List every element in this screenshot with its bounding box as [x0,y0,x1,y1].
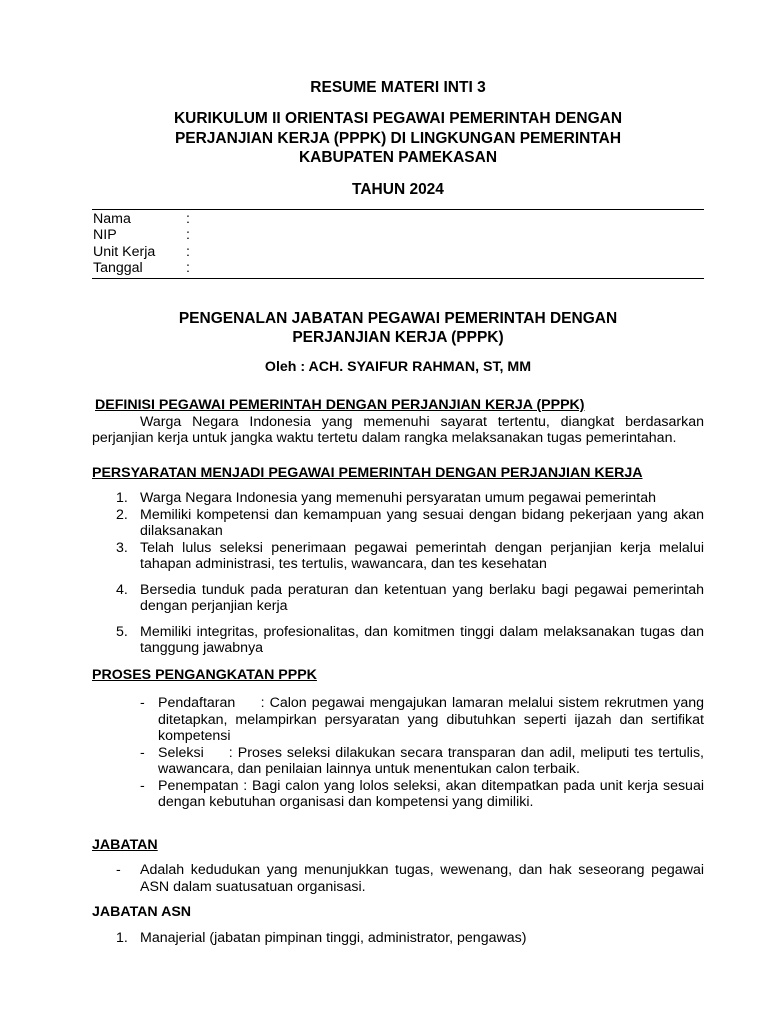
subtitle-line-1: KURIKULUM II ORIENTASI PEGAWAI PEMERINTAH DENGAN [173,110,623,127]
definisi-section [92,397,704,447]
identity-label: Nama [93,210,131,227]
persyaratan-heading: PERSYARATAN MENJADI PEGAWAI PEMERINTAH DENGAN PERJANJIAN KERJA [92,464,643,481]
section-title [92,309,704,348]
list-item-text: Pendaftaran : Calon pegawai mengajukan lamaran melalui sistem rekrutmen yang ditetapkan, melampirkan persyaratan yang dibutuhkan seperti ijazah dan sertifikat kompetensi [158,695,704,744]
list-item-text: Warga Negara Indonesia yang memenuhi persyaratan umum pegawai pemerintah [140,490,657,506]
list-item-text: Seleksi : Proses seleksi dilakukan secara transparan dan adil, meliputi tes tertulis, wawancara, dan penilaian lainnya untuk menentukan calon terbaik. [158,744,704,777]
list-item-text: Memiliki integritas, profesionalitas, dan komitmen tinggi dalam melaksanakan tugas dan tanggung jawabnya [140,623,704,656]
list-item-number: 4. [116,581,128,598]
identity-box [92,209,704,279]
identity-separator: : [186,210,190,227]
list-item-dash: - [140,777,145,794]
definisi-text: Warga Negara Indonesia yang memenuhi sayarat tertentu, diangkat berdasarkan perjanjian kerja untuk jangka waktu tertetu dalam rangka melaksanakan tugas pemerintahan. [92,413,704,446]
list-item [116,540,704,573]
identity-separator: : [186,243,190,260]
list-item-number: 1. [116,929,128,946]
list-item-text: Penempatan : Bagi calon yang lolos seleksi, akan ditempatkan pada unit kerja sesuai dengan kebutuhan organisasi dan kompetensi yang dimiliki. [158,777,704,810]
list-item-number: 5. [116,623,128,640]
list-item-dash: - [140,695,145,711]
jabatan-list [92,862,704,895]
persyaratan-list [92,490,704,657]
document-page [92,78,704,946]
identity-label: NIP [93,227,117,243]
list-item [140,778,704,811]
proses-section [92,667,704,811]
list-item-number: 3. [116,539,128,556]
author-line: Oleh : ACH. SYAIFUR RAHMAN, ST, MM [264,358,532,375]
proses-heading: PROSES PENGANGKATAN PPPK [92,666,317,683]
list-item [116,862,704,895]
list-item [140,745,704,778]
list-item [116,624,704,657]
document-title: RESUME MATERI INTI 3 [310,79,486,96]
subtitle-line-2: PERJANJIAN KERJA (PPPK) DI LINGKUNGAN PEMERINTAH [174,129,622,147]
section-header [92,309,704,376]
list-item [116,507,704,540]
jabatan-section [92,837,704,896]
list-item-number: 2. [116,506,128,523]
list-item-text: Adalah kedudukan yang menunjukkan tugas, wewenang, dan hak seseorang pegawai ASN dalam suatusatuan organisasi. [140,862,704,895]
document-header [92,78,704,199]
list-item [116,582,704,615]
list-item [140,695,704,745]
jabatan-asn-list [92,930,704,947]
proses-list [92,695,704,811]
list-item-text: Memiliki kompetensi dan kemampuan yang sesuai dengan bidang pekerjaan yang akan dilaksanakan [140,506,704,539]
identity-separator: : [186,227,190,243]
list-item [116,490,704,507]
list-item-text: Manajerial (jabatan pimpinan tinggi, administrator, pengawas) [140,929,527,946]
subtitle-line-3: KABUPATEN PAMEKASAN [298,149,498,166]
identity-separator: : [186,260,190,276]
list-item-number: 1. [116,490,128,506]
jabatan-heading: JABATAN [92,836,158,853]
identity-label: Tanggal [93,260,143,276]
identity-row-nip [93,227,704,244]
identity-row-tanggal [93,260,704,277]
section-title-line-1: PENGENALAN JABATAN PEGAWAI PEMERINTAH DENGAN [178,309,618,327]
document-subtitle [92,109,704,168]
identity-row-unit-kerja [93,244,704,261]
list-item-text: Bersedia tunduk pada peraturan dan ketentuan yang berlaku bagi pegawai pemerintah dengan perjanjian kerja [140,581,704,614]
jabatan-asn-heading: JABATAN ASN [92,904,192,920]
section-title-line-2: PERJANJIAN KERJA (PPPK) [292,329,504,346]
list-item [116,930,704,947]
persyaratan-section [92,465,704,657]
list-item-dash: - [116,862,121,878]
list-item-dash: - [140,744,145,761]
definisi-heading: DEFINISI PEGAWAI PEMERINTAH DENGAN PERJANJIAN KERJA (PPPK) [95,397,585,413]
identity-label: Unit Kerja [93,243,156,260]
jabatan-asn-section [92,904,704,946]
document-year: TAHUN 2024 [352,180,444,198]
identity-row-nama [93,211,704,228]
list-item-text: Telah lulus seleksi penerimaan pegawai pemerintah dengan perjanjian kerja melalui tahapan administrasi, tes tertulis, wawancara, dan tes kesehatan [140,539,704,572]
